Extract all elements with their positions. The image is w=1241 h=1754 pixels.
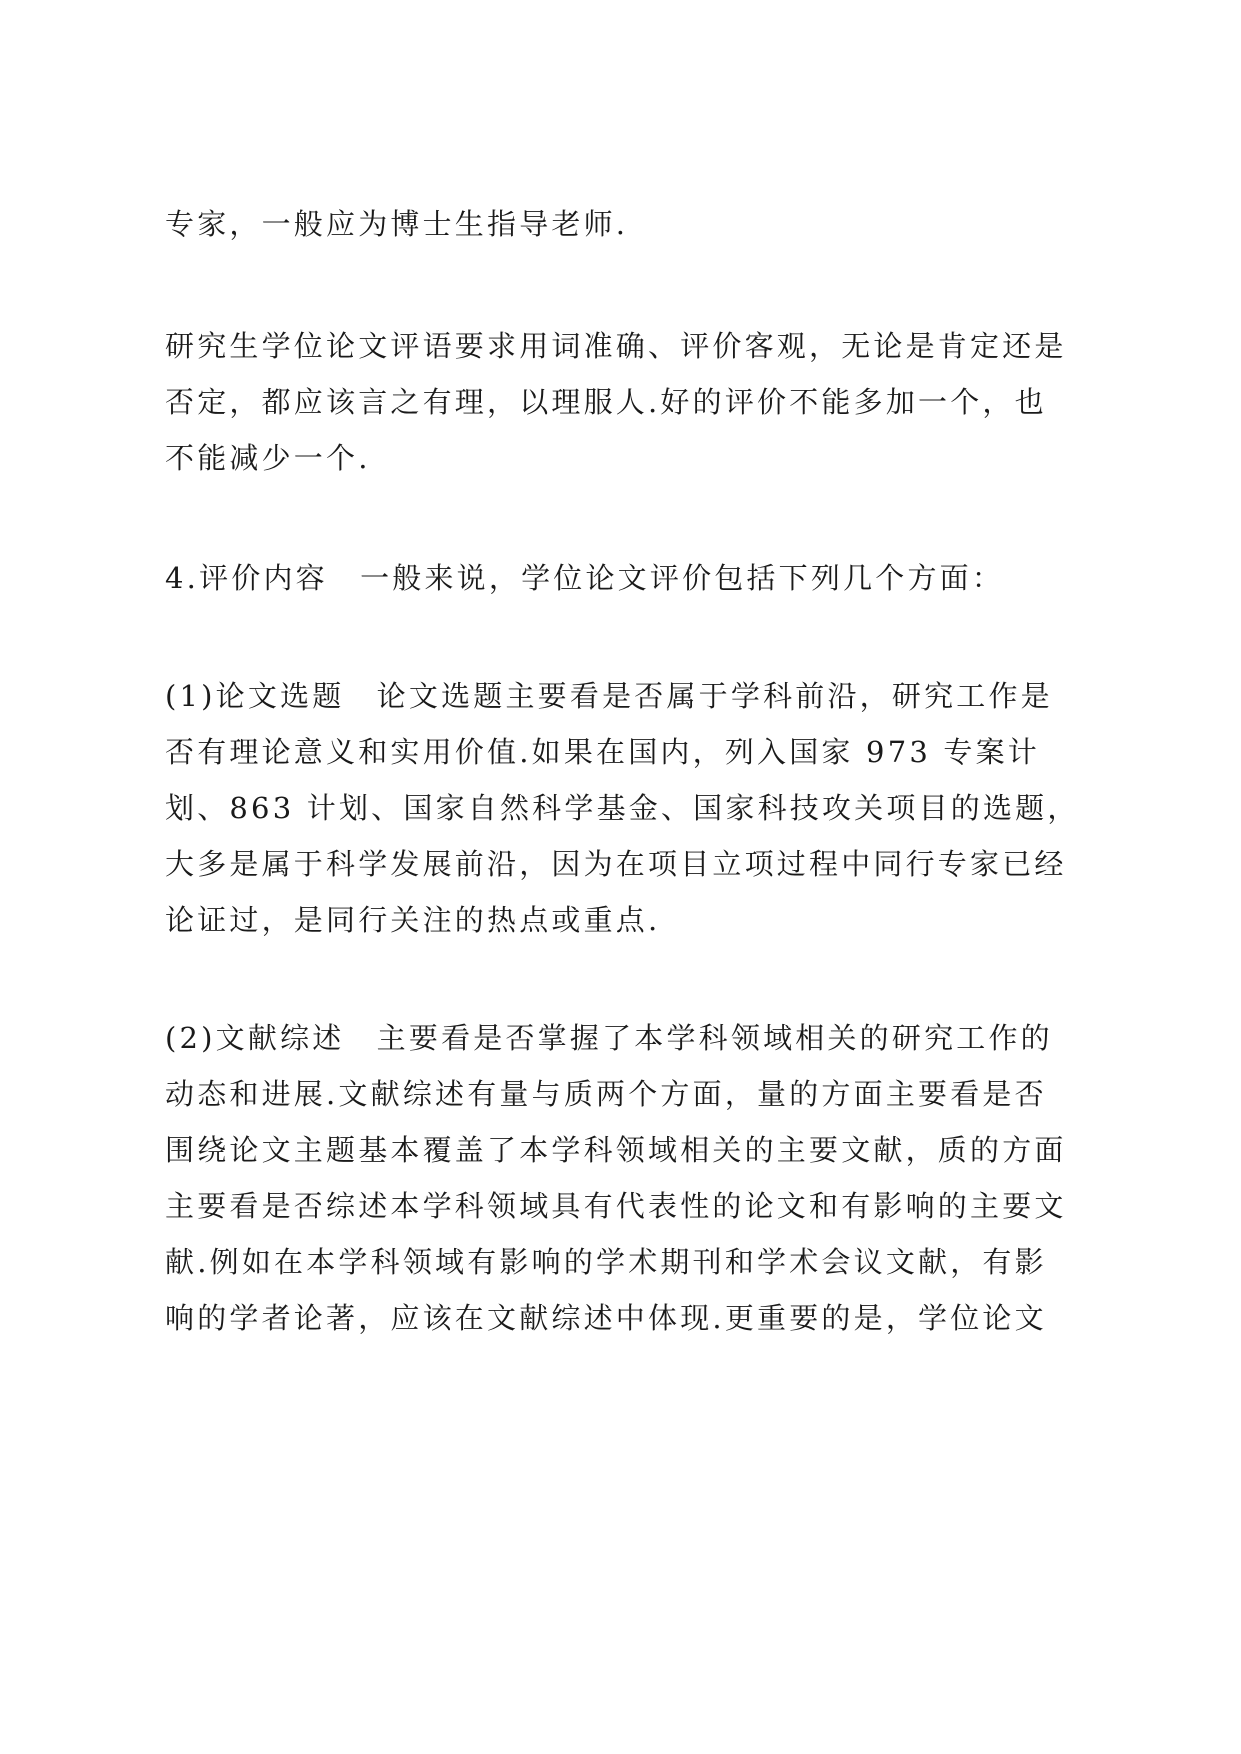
paragraph-comment-requirements <box>165 318 1095 486</box>
text-line: 专家，一般应为博士生指导老师. <box>165 207 629 241</box>
text-line: 献.例如在本学科领域有影响的学术期刊和学术会议文献，有影 <box>165 1245 1047 1279</box>
section-heading-evaluation-content <box>165 550 1095 606</box>
text-line: 4.评价内容 一般来说，学位论文评价包括下列几个方面： <box>165 561 1005 595</box>
text-line: 否有理论意义和实用价值.如果在国内，列入国家 973 专案计 <box>165 735 1041 769</box>
text-line: 否定，都应该言之有理，以理服人.好的评价不能多加一个，也 <box>165 385 1047 419</box>
text-line: (2)文献综述 主要看是否掌握了本学科领域相关的研究工作的 <box>165 1021 1053 1055</box>
text-line: 动态和进展.文献综述有量与质两个方面，量的方面主要看是否 <box>165 1077 1047 1111</box>
paragraph-topic-selection <box>165 668 1095 948</box>
paragraph-literature-review <box>165 1010 1095 1346</box>
text-line: 主要看是否综述本学科领域具有代表性的论文和有影响的主要文 <box>165 1189 1067 1223</box>
text-line: 研究生学位论文评语要求用词准确、评价客观，无论是肯定还是 <box>165 329 1067 363</box>
text-line: (1)论文选题 论文选题主要看是否属于学科前沿，研究工作是 <box>165 679 1053 713</box>
text-line: 大多是属于科学发展前沿，因为在项目立项过程中同行专家已经 <box>165 847 1067 881</box>
paragraph-expert-note <box>165 196 1095 252</box>
text-line: 论证过，是同行关注的热点或重点. <box>165 903 661 937</box>
text-line: 响的学者论著，应该在文献综述中体现.更重要的是，学位论文 <box>165 1301 1047 1335</box>
text-line: 划、863 计划、国家自然科学基金、国家科技攻关项目的选题， <box>165 791 1080 825</box>
text-line: 围绕论文主题基本覆盖了本学科领域相关的主要文献，质的方面 <box>165 1133 1067 1167</box>
text-line: 不能减少一个. <box>165 441 371 475</box>
